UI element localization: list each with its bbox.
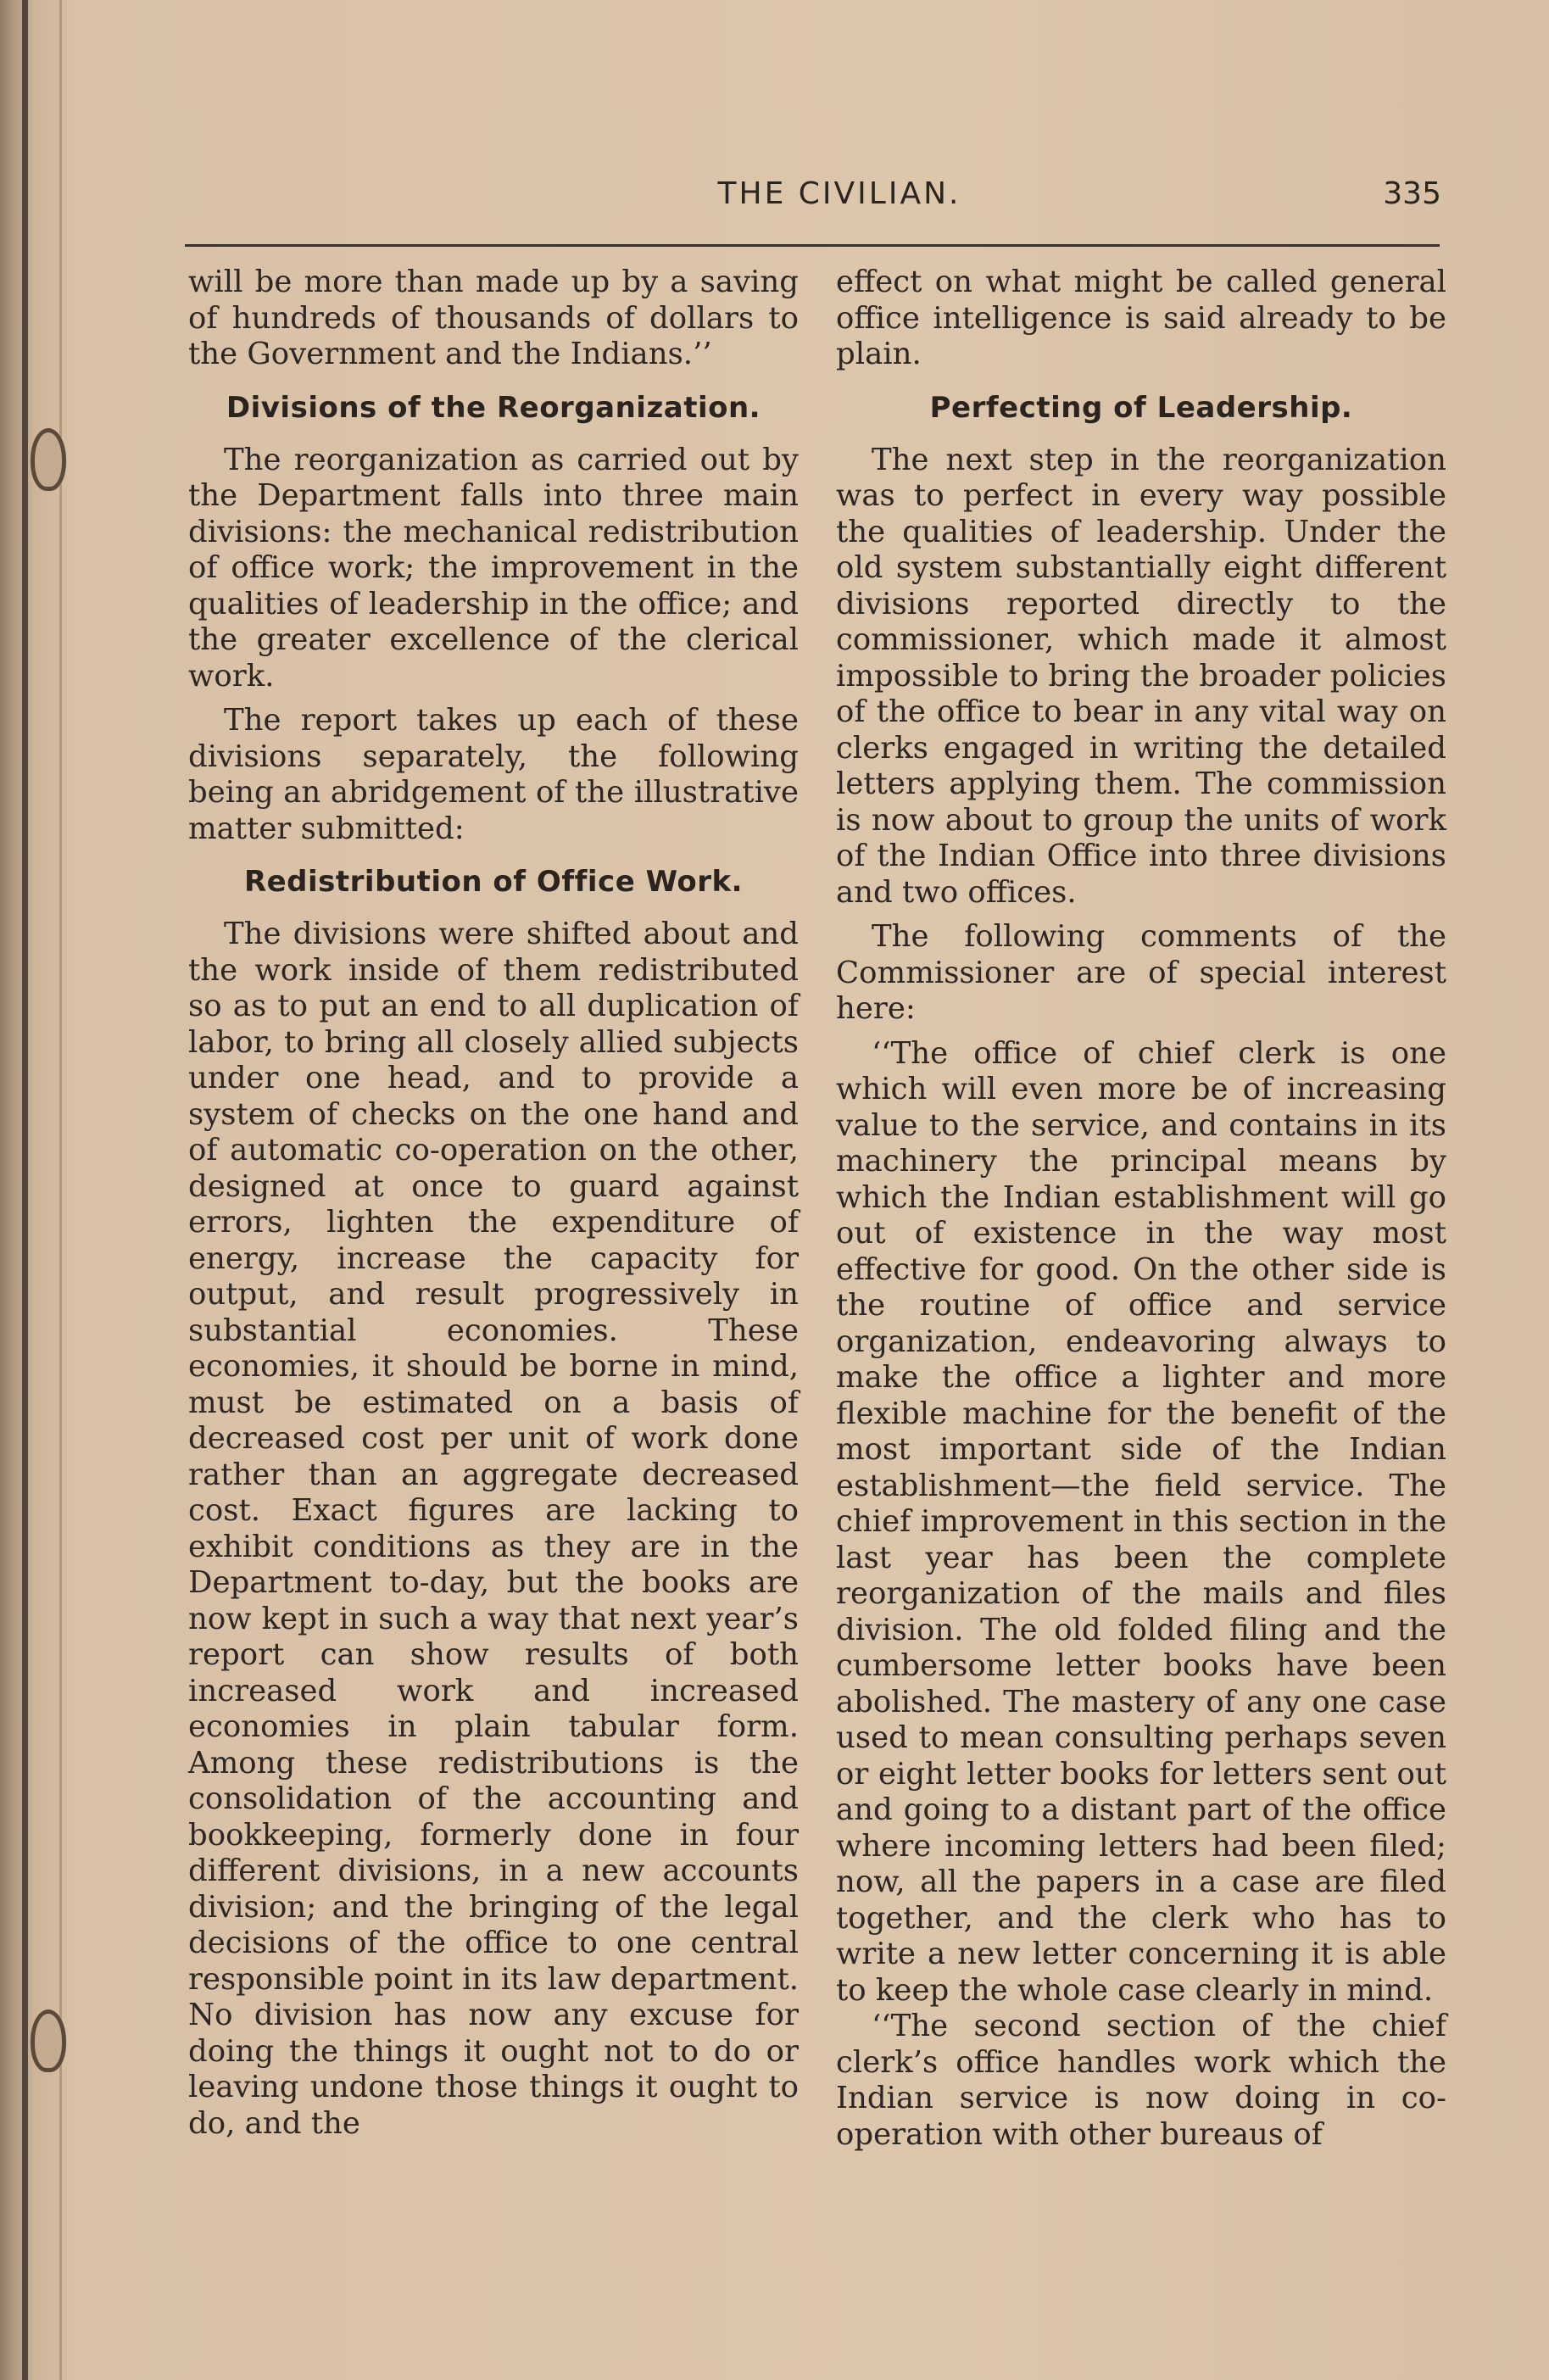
binding-spine <box>22 0 28 2380</box>
staple-top-icon <box>31 428 66 491</box>
left-paragraph-3: The report takes up each of these divisions separately, the following being an abridgement of the illustrative matter submitted: <box>188 703 799 846</box>
running-title: THE CIVILIAN. <box>717 176 961 211</box>
right-paragraph-2: The next step in the reorganization was to perfect in every way possible the qualities of leadership. Under the old system substantially eight different divisions reported directly to the commissioner, which made it almost impossible to bring the broader policies of the office to bear in any vital way on clerks engaged in writing the detailed letters applying them. The commission is now about to group the units of work of the Indian Office into three divisions and two offices. <box>836 442 1446 910</box>
right-column <box>836 265 1446 2153</box>
right-paragraph-1: effect on what might be called general office intelligence is said already to be plain. <box>836 265 1446 371</box>
header-rule <box>185 244 1440 247</box>
left-paragraph-2: The reorganization as carried out by the Department falls into three main divisions: the mechanical redistribution of office work; the improvement in the qualities of leadership in the office; and the greater excellence of the clerical work. <box>188 442 799 694</box>
page-number: 335 <box>1383 176 1441 211</box>
staple-bottom-icon <box>31 2009 66 2072</box>
section-heading-redistribution: Redistribution of Office Work. <box>243 865 744 899</box>
right-paragraph-3: The following comments of the Commissioner are of special interest here: <box>836 919 1446 1026</box>
left-paragraph-1: will be more than made up by a saving of hundreds of thousands of dollars to the Government and the Indians.’’ <box>188 265 799 371</box>
right-paragraph-4: ‘‘The office of chief clerk is one which will even more be of increasing value to the service, and contains in its machinery the principal means by which the Indian establishment will go out of existence in the way most effective for good. On the other side is the routine of office and service organization, endeavoring always to make the office a lighter and more flexible machine for the benefit of the most important side of the Indian establishment—the field service. The chief improvement in this section in the last year has been the complete reorganization of the mails and files division. The old folded filing and the cumbersome letter books have been abolished. The mastery of any one case used to mean consulting perhaps seven or eight letter books for letters sent out and going to a distant part of the office where incoming letters had been filed; now, all the papers in a case are filed together, and the clerk who has to write a new letter concerning it is able to keep the whole case clearly in mind. <box>836 1035 1446 2008</box>
left-column <box>188 265 799 2142</box>
section-heading-divisions: Divisions of the Reorganization. <box>226 390 761 425</box>
page-header <box>187 176 1441 227</box>
section-heading-leadership: Perfecting of Leadership. <box>929 390 1353 425</box>
left-paragraph-4: The divisions were shifted about and the work inside of them redistributed so as to put an end to all duplication of labor, to bring all closely allied subjects under one head, and to provide a system of checks on the one hand and of automatic co-operation on the other, designed at once to guard against errors, lighten the expenditure of energy, increase the capacity for output, and result progressively in substantial economies. These economies, it should be borne in mind, must be estimated on a basis of decreased cost per unit of work done rather than an aggregate decreased cost. Exact figures are lacking to exhibit conditions as they are in the Department to-day, but the books are now kept in such a way that next year’s report can show results of both increased work and increased economies in plain tabular form. Among these redistributions is the consolidation of the accounting and bookkeeping, formerly done in four different divisions, in a new accounts division; and the bringing of the legal decisions of the office to one central responsible point in its law department. No division has now any excuse for doing the things it ought not to do or leaving undone those things it ought to do, and the <box>188 917 799 2141</box>
right-paragraph-5: ‘‘The second section of the chief clerk’s office handles work which the Indian service is now doing in co-operation with other bureaus of <box>836 2009 1446 2152</box>
